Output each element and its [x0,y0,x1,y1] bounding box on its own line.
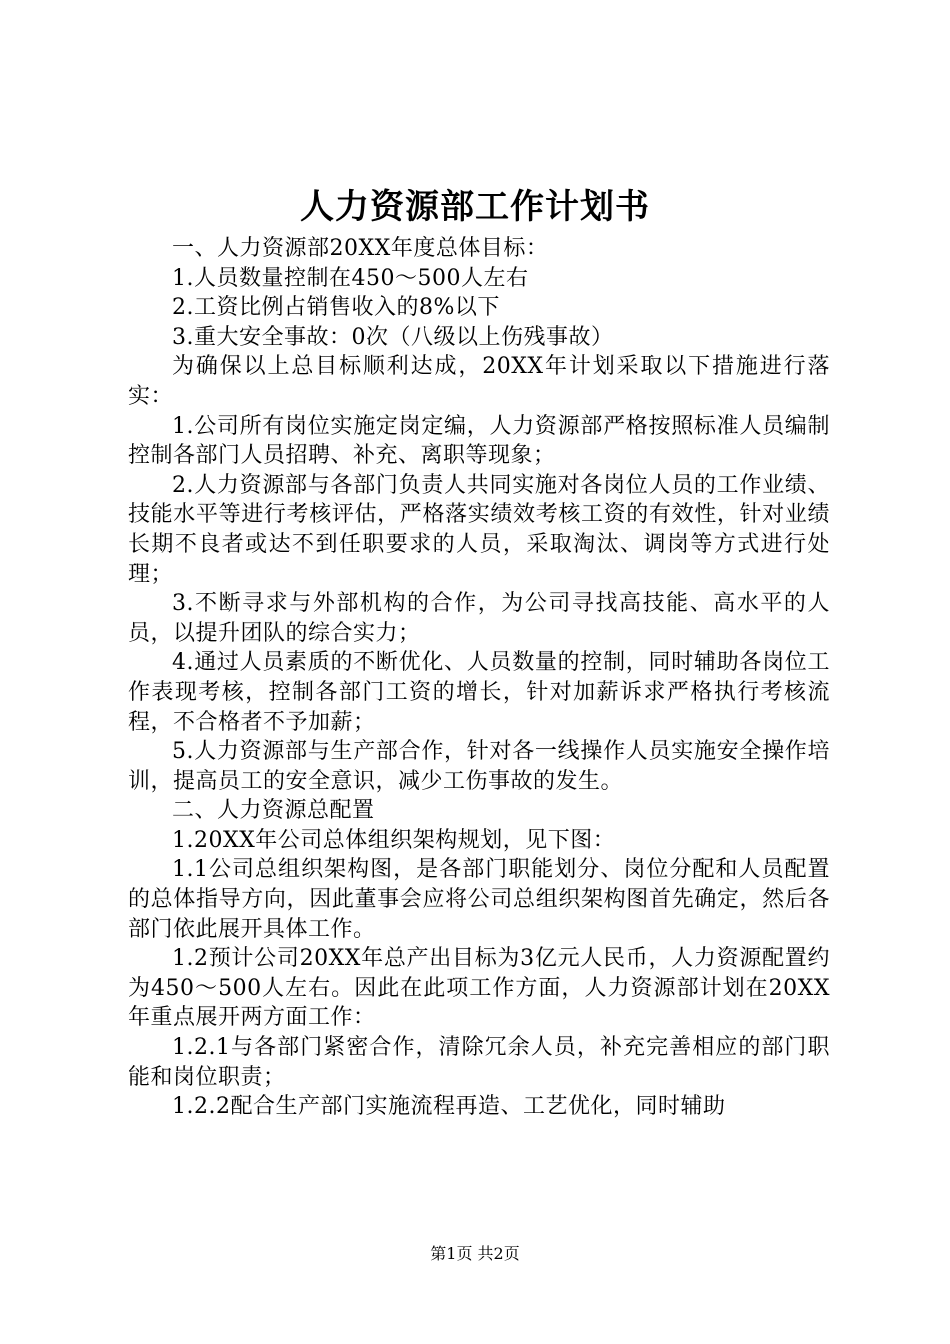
paragraph-org-chart: 1.1公司总组织架构图，是各部门职能划分、岗位分配和人员配置的总体指导方向，因此董事会应将公司总组织架构图首先确定，然后各部门依此展开具体工作。 [128,857,830,942]
paragraph-goal-3: 3.重大安全事故：0次（八级以上伤残事故） [172,324,614,350]
paragraph-measure-2: 2.人力资源部与各部门负责人共同实施对各岗位人员的工作业绩、技能水平等进行考核评估，严格落实绩效考核工资的有效性，针对业绩长期不良者或达不到任职要求的人员，采取淘汰、调岗等方式进行处理； [128,472,830,587]
paragraph-measure-5: 5.人力资源部与生产部合作，针对各一线操作人员实施安全操作培训，提高员工的安全意识，减少工伤事故的发生。 [128,739,830,794]
paragraph-measure-1: 1.公司所有岗位实施定岗定编，人力资源部严格按照标准人员编制控制各部门人员招聘、补充、离职等现象； [128,413,830,469]
paragraph-section-two-heading: 二、人力资源总配置 [172,798,375,824]
paragraph-measure-3: 3.不断寻求与外部机构的合作，为公司寻找高技能、高水平的人员，以提升团队的综合实力； [128,591,830,646]
document-title: 人力资源部工作计划书 [300,187,650,227]
paragraph-output-target: 1.2预计公司20XX年总产出目标为3亿元人民币，人力资源配置约为450～500人左右。因此在此项工作方面，人力资源部计划在20XX年重点展开两方面工作： [128,946,830,1031]
paragraph-work-2: 1.2.2配合生产部门实施流程再造、工艺优化，同时辅助 [172,1094,726,1120]
page-footer: 第1页 共2页 [430,1244,520,1263]
paragraph-measure-4: 4.通过人员素质的不断优化、人员数量的控制，同时辅助各岗位工作表现考核，控制各部门工资的增长，针对加薪诉求严格执行考核流程，不合格者不予加薪； [128,650,830,735]
paragraph-goal-1: 1.人员数量控制在450～500人左右 [172,265,529,291]
paragraph-goal-2: 2.工资比例占销售收入的8%以下 [172,295,500,321]
paragraph-work-1: 1.2.1与各部门紧密合作，清除冗余人员，补充完善相应的部门职能和岗位职责； [128,1035,830,1090]
paragraph-section-one-heading: 一、人力资源部20XX年度总体目标： [172,236,549,261]
paragraph-measures-intro: 为确保以上总目标顺利达成，20XX年计划采取以下措施进行落实： [128,354,830,409]
paragraph-org-plan: 1.20XX年公司总体组织架构规划，见下图： [172,827,616,853]
document-body [128,234,830,1122]
